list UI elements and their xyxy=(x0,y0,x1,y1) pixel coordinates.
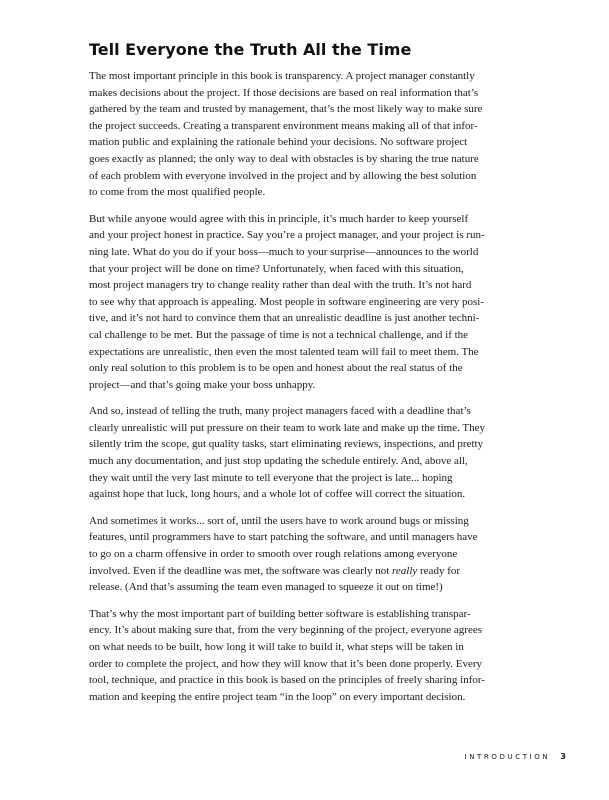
text-line: mation public and explaining the rationale behind your decisions. No software project xyxy=(89,136,468,149)
text-line: ency. It’s about making sure that, from the very beginning of the project, everyone agrees xyxy=(89,624,483,637)
text-line: only real solution to this problem is to be open and honest about the real status of the xyxy=(89,362,463,375)
footer-section-label: INTRODUCTION xyxy=(464,753,551,761)
text-line: against hope that luck, long hours, and a whole lot of coffee will correct the situation. xyxy=(89,488,466,501)
text-line: That’s why the most important part of building better software is establishing transpar- xyxy=(89,607,471,620)
text-run: involved. Even if the deadline was met, the software was clearly not xyxy=(89,564,393,577)
text-line: ning late. What do you do if your boss—much to your surprise—announces to the world xyxy=(89,245,479,258)
text-line: silently trim the scope, gut quality tasks, start eliminating reviews, inspections, and pretty xyxy=(89,438,484,451)
text-line: of each problem with everyone involved in the project and by allowing the best solution xyxy=(89,169,477,182)
text-line: makes decisions about the project. If those decisions are based on real information that’s xyxy=(89,86,479,99)
text-line xyxy=(89,563,521,580)
text-line: release. (And that’s assuming the team even managed to squeeze it out on time!) xyxy=(89,581,443,594)
emphasized-word: really xyxy=(392,564,418,577)
text-line: And so, instead of telling the truth, many project managers faced with a deadline that’s xyxy=(89,405,471,418)
text-line: the project succeeds. Creating a transparent environment means making all of that infor- xyxy=(89,119,478,132)
text-line: that your project will be done on time? Unfortunately, when faced with this situation, xyxy=(89,262,464,275)
text-line: tool, technique, and practice in this book is based on the principles of freely sharing infor- xyxy=(89,674,485,687)
text-line: order to complete the project, and how they will know that it’s been done properly. Every xyxy=(89,657,483,670)
text-line: to go on a charm offensive in order to smooth over rough relations among everyone xyxy=(89,548,458,561)
text-line: tive, and it’s not hard to convince them that an unrealistic deadline is just another techni- xyxy=(89,312,480,325)
text-line: cal challenge to be met. But the passage of time is not a technical challenge, and if the xyxy=(89,328,469,341)
text-line: and your project honest in practice. Say you’re a project manager, and your project is run- xyxy=(89,229,485,242)
text-run: ready for xyxy=(417,564,461,577)
text-line: most project managers try to change reality rather than deal with the truth. It’s not hard xyxy=(89,279,472,292)
paragraph xyxy=(89,513,521,596)
page-number: 3 xyxy=(560,752,566,761)
paragraph xyxy=(89,211,521,394)
paragraph xyxy=(89,68,521,201)
text-line: features, until programmers have to start patching the software, and until managers have xyxy=(89,531,478,544)
paragraph xyxy=(89,403,521,503)
paragraph xyxy=(89,606,521,706)
text-line: on what needs to be built, how long it will take to build it, what steps will be taken in xyxy=(89,641,464,653)
text-line: to see why that approach is appealing. Most people in software engineering are very posi- xyxy=(89,295,484,308)
text-line: expectations are unrealistic, then even the most talented team will fail to meet them. The xyxy=(89,345,479,358)
text-line: clearly unrealistic will put pressure on their team to work late and make up the time. They xyxy=(89,421,485,434)
text-line: mation and keeping the entire project team “in the loop” on every important decision. xyxy=(89,690,466,703)
text-line: But while anyone would agree with this in principle, it’s much harder to keep yourself xyxy=(89,212,469,225)
section-heading: Tell Everyone the Truth All the Time xyxy=(89,40,412,59)
page-footer xyxy=(465,752,566,762)
text-line: gathered by the team and trusted by management, that’s the most likely way to make sure xyxy=(89,103,483,116)
text-line: to come from the most qualified people. xyxy=(89,186,266,199)
body-text xyxy=(89,68,521,715)
text-line: they wait until the very last minute to tell everyone that the project is late... hoping xyxy=(89,471,453,484)
text-line: much any documentation, and just stop updating the schedule entirely. And, above all, xyxy=(89,455,468,468)
text-line: And sometimes it works... sort of, until the users have to work around bugs or missing xyxy=(89,514,469,527)
text-line: project—and that’s going make your boss unhappy. xyxy=(89,378,316,391)
text-line: goes exactly as planned; the only way to deal with obstacles is by sharing the true nature xyxy=(89,152,479,165)
text-line: The most important principle in this book is transparency. A project manager constantly xyxy=(89,70,475,82)
